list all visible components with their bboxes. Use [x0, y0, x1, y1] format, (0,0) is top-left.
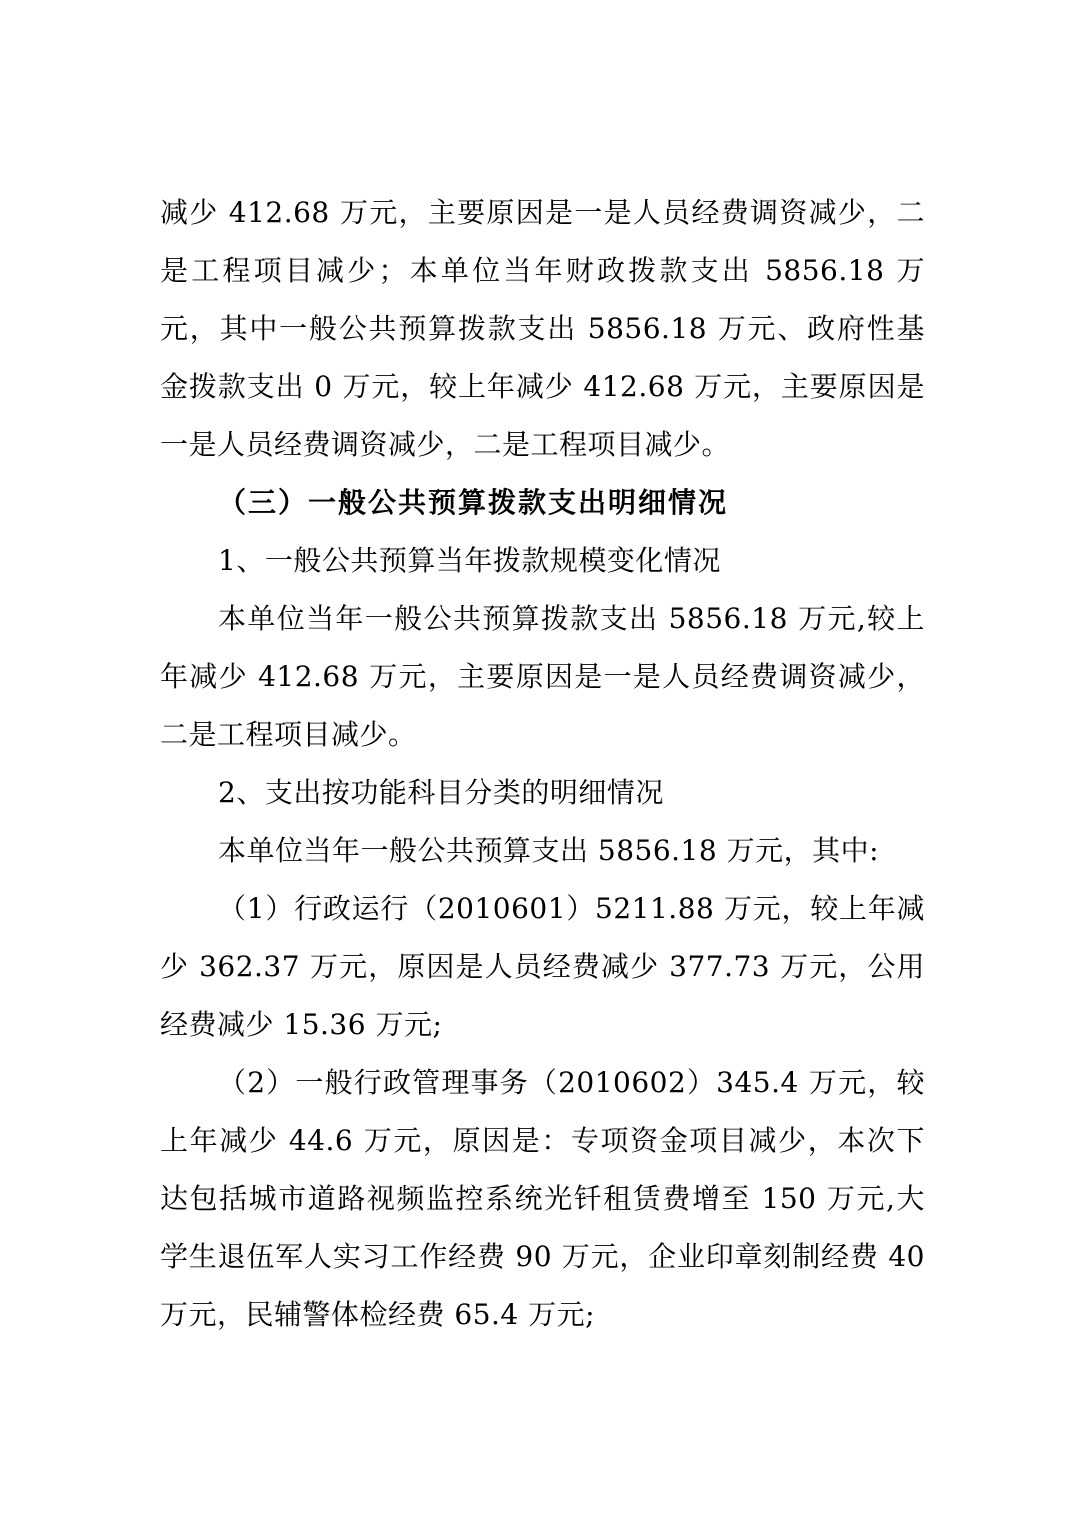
paragraph-general-budget-total: 本单位当年一般公共预算支出 5856.18 万元，其中: — [218, 834, 880, 867]
section-heading-general-budget-details: （三）一般公共预算拨款支出明细情况 — [218, 486, 729, 519]
paragraph-continued-funding-summary: 减少 412.68 万元，主要原因是一是人员经费调资减少，二是工程项目减少；本单位当年财政拨款支出 5856.18 万元，其中一般公共预算拨款支出 5856.18 万元、政府性基金拨款支出 0 万元，较上年减少 412.68 万元，主要原因是一是人员经费调资减少，二是工程项目减少。 — [160, 196, 925, 461]
list-item-general-administrative-affairs: （2）一般行政管理事务（2010602）345.4 万元，较上年减少 44.6 万元，原因是：专项资金项目减少，本次下达包括城市道路视频监控系统光钎租赁费增至 150 万元,大学生退伍军人实习工作经费 90 万元，企业印章刻制经费 40 万元，民辅警体检经费 65.4 万元; — [160, 1066, 925, 1331]
list-item-administrative-operation: （1）行政运行（2010601）5211.88 万元，较上年减少 362.37 万元，原因是人员经费减少 377.73 万元，公用经费减少 15.36 万元; — [160, 892, 925, 1041]
document-body — [160, 184, 925, 1344]
subheading-appropriation-scale-change: 1、一般公共预算当年拨款规模变化情况 — [218, 544, 721, 577]
subheading-functional-classification: 2、支出按功能科目分类的明细情况 — [218, 776, 664, 809]
paragraph-appropriation-scale-detail: 本单位当年一般公共预算拨款支出 5856.18 万元,较上年减少 412.68 万元，主要原因是一是人员经费调资减少，二是工程项目减少。 — [160, 602, 925, 751]
